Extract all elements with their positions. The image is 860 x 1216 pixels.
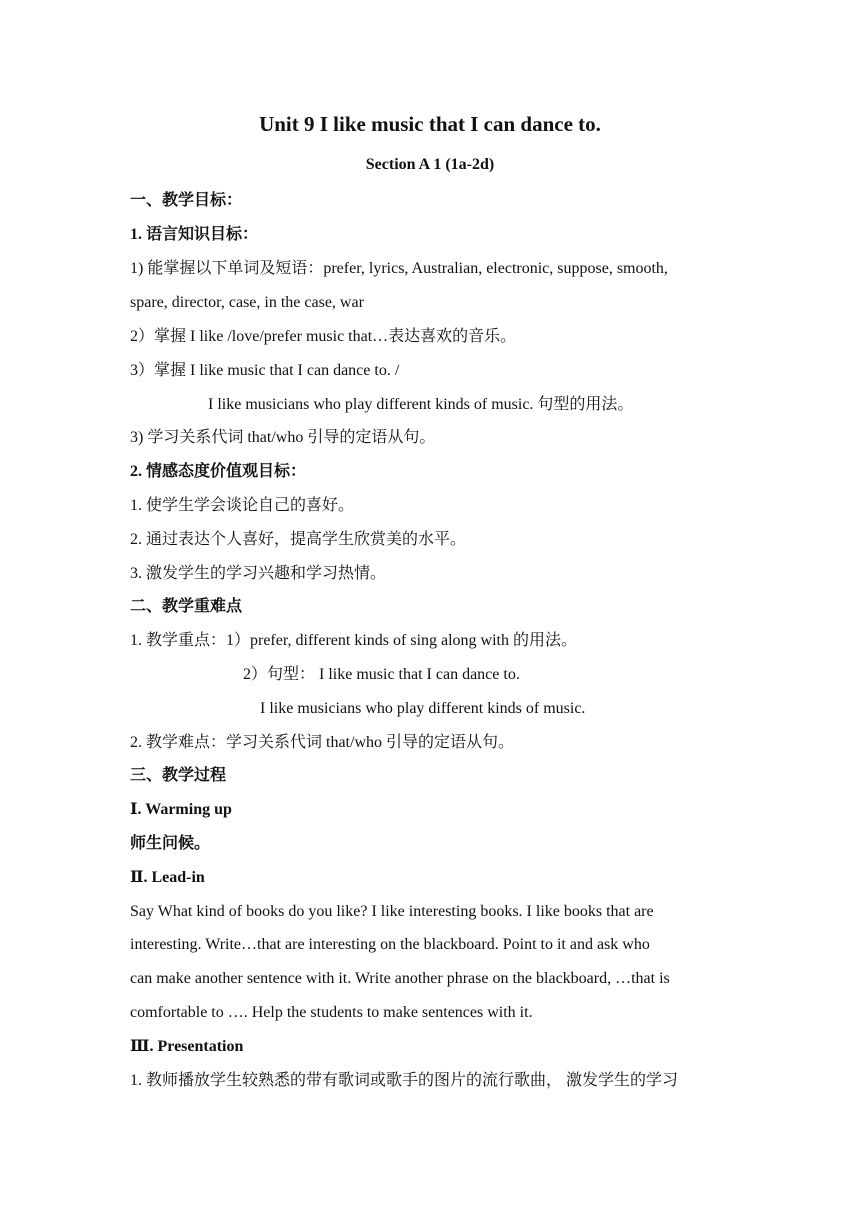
heading-key-points: 二、教学重难点 bbox=[130, 598, 243, 615]
heading-procedure: 三、教学过程 bbox=[130, 767, 227, 784]
paragraph-line: I like musicians who play different kinds of music. bbox=[260, 700, 586, 717]
paragraph-line: spare, director, case, in the case, war bbox=[130, 294, 364, 311]
paragraph-line: 3）掌握 I like music that I can dance to. / bbox=[130, 362, 400, 379]
heading-lead-in: Ⅱ. Lead-in bbox=[130, 869, 205, 886]
paragraph-line: comfortable to …. Help the students to make sentences with it. bbox=[130, 1004, 533, 1021]
paragraph-line: interesting. Write…that are interesting on the blackboard. Point to it and ask who bbox=[130, 936, 650, 953]
paragraph-line: Say What kind of books do you like? I like interesting books. I like books that are bbox=[130, 903, 654, 920]
paragraph-line: 2. 通过表达个人喜好，提高学生欣赏美的水平。 bbox=[130, 531, 467, 548]
paragraph-line: 师生问候。 bbox=[130, 835, 211, 852]
paragraph-line: 1. 教学重点：1）prefer, different kinds of sing along with 的用法。 bbox=[130, 632, 578, 649]
heading-presentation: Ⅲ. Presentation bbox=[130, 1038, 244, 1055]
heading-attitude-goals: 2. 情感态度价值观目标： bbox=[130, 463, 307, 480]
paragraph-line: 2. 教学难点：学习关系代词 that/who 引导的定语从句。 bbox=[130, 734, 514, 751]
paragraph-line: 2）掌握 I like /love/prefer music that…表达喜欢的音乐。 bbox=[130, 328, 517, 345]
paragraph-line: 3. 激发学生的学习兴趣和学习热情。 bbox=[130, 565, 387, 582]
paragraph-line: 2）句型： I like music that I can dance to. bbox=[243, 666, 520, 683]
paragraph-line: 1) 能掌握以下单词及短语：prefer, lyrics, Australian, electronic, suppose, smooth, bbox=[130, 260, 668, 277]
heading-language-goals: 1. 语言知识目标： bbox=[130, 226, 259, 243]
document-subtitle: Section A 1 (1a-2d) bbox=[365, 156, 495, 173]
paragraph-line: 1. 教师播放学生较熟悉的带有歌词或歌手的图片的流行歌曲， 激发学生的学习 bbox=[130, 1072, 679, 1089]
heading-warming-up: Ⅰ. Warming up bbox=[130, 801, 232, 818]
paragraph-line: I like musicians who play different kinds of music. 句型的用法。 bbox=[208, 396, 634, 413]
paragraph-line: 1. 使学生学会谈论自己的喜好。 bbox=[130, 497, 355, 514]
document-title: Unit 9 I like music that I can dance to. bbox=[259, 112, 601, 136]
heading-objectives: 一、教学目标： bbox=[130, 192, 243, 209]
paragraph-line: can make another sentence with it. Write another phrase on the blackboard, …that is bbox=[130, 970, 670, 987]
paragraph-line: 3) 学习关系代词 that/who 引导的定语从句。 bbox=[130, 429, 436, 446]
